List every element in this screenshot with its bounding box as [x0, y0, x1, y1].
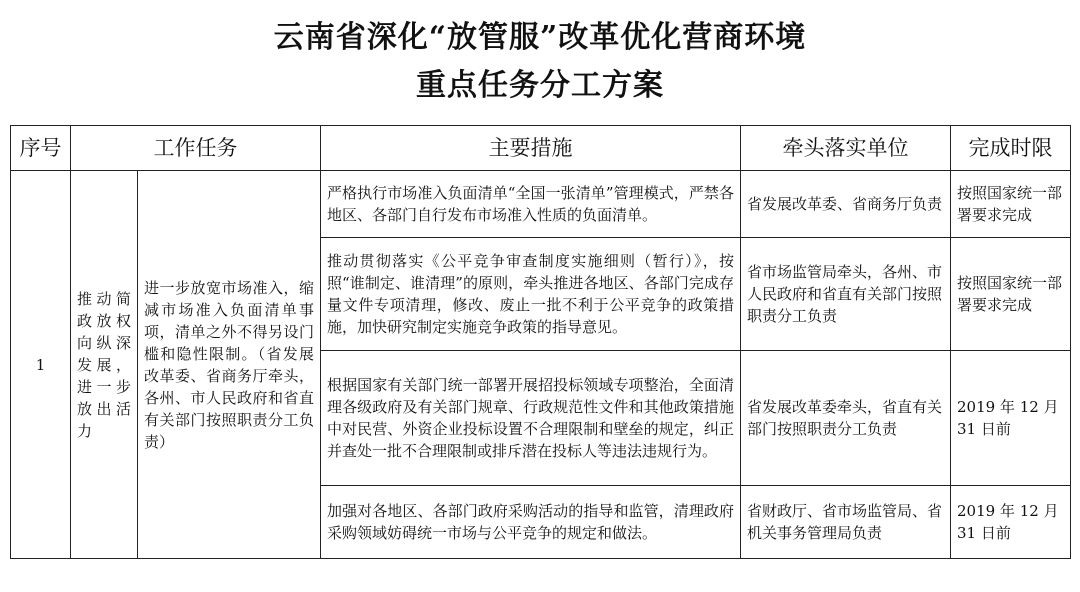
task-sub: 进一步放宽市场准入，缩减市场准入负面清单事项，清单之外不得另设门槛和隐性限制。（省发展改革委、省商务厅牵头，各州、市人民政府和省直有关部门按照职责分工负责） [138, 171, 321, 559]
measure-text: 严格执行市场准入负面清单“全国一张清单”管理模式，严禁各地区、各部门自行发布市场准入性质的负面清单。 [321, 171, 741, 238]
measure-text: 推动贯彻落实《公平竞争审查制度实施细则（暂行）》，按照“谁制定、谁清理”的原则，牵头推进各地区、各部门完成存量文件专项清理，修改、废止一批不利于公平竞争的政策措施，加快研究制定实施竞争政策的指导意见。 [321, 238, 741, 351]
task-main: 推动简政放权向纵深发展，进一步放出活力 [71, 171, 138, 559]
lead-dept: 省发展改革委牵头，省直有关部门按照职责分工负责 [741, 351, 951, 486]
deadline: 按照国家统一部署要求完成 [951, 238, 1071, 351]
lead-dept: 省发展改革委、省商务厅负责 [741, 171, 951, 238]
table-header-row [11, 126, 1071, 171]
deadline: 按照国家统一部署要求完成 [951, 171, 1071, 238]
document-title-line2: 重点任务分工方案 [416, 68, 664, 103]
lead-dept: 省财政厅、省市场监管局、省机关事务管理局负责 [741, 486, 951, 559]
header-measures: 主要措施 [321, 126, 741, 171]
document-title-line1: 云南省深化“放管服”改革优化营商环境 [273, 20, 807, 55]
measure-text: 加强对各地区、各部门政府采购活动的指导和监管，清理政府采购领域妨碍统一市场与公平竞争的规定和做法。 [321, 486, 741, 559]
measure-text: 根据国家有关部门统一部署开展招投标领域专项整治，全面清理各级政府及有关部门规章、行政规范性文件和其他政策措施中对民营、外资企业投标设置不合理限制和壁垒的规定，纠正并查处一批不合理限制或排斥潜在投标人等违法违规行为。 [321, 351, 741, 486]
task-allocation-table [10, 125, 1071, 559]
header-task: 工作任务 [71, 126, 321, 171]
header-no: 序号 [11, 126, 71, 171]
lead-dept: 省市场监管局牵头，各州、市人民政府和省直有关部门按照职责分工负责 [741, 238, 951, 351]
deadline: 2019 年 12 月 31 日前 [951, 351, 1071, 486]
table-row [11, 171, 1071, 238]
header-dept: 牵头落实单位 [741, 126, 951, 171]
row-number: 1 [11, 171, 71, 559]
deadline: 2019 年 12 月 31 日前 [951, 486, 1071, 559]
header-deadline: 完成时限 [951, 126, 1071, 171]
